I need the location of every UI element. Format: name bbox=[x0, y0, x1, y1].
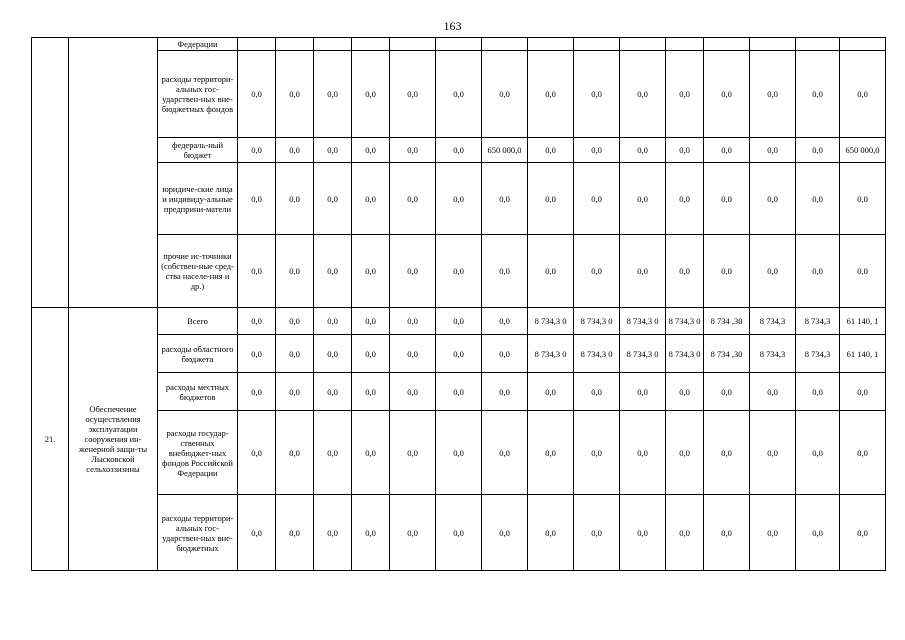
value-cell: 0,0 bbox=[238, 495, 276, 571]
source-label: юридиче-ские лица и индивиду-альные предприни-матели bbox=[158, 163, 238, 235]
value-cell: 0,0 bbox=[796, 235, 840, 308]
source-label: прочие ис-точники (собствен-ные сред-ства населе-ния и др.) bbox=[158, 235, 238, 308]
value-cell: 0,0 bbox=[750, 495, 796, 571]
value-cell: 8 734,3 0 bbox=[574, 308, 620, 335]
value-cell: 0,0 bbox=[482, 235, 528, 308]
value-cell: 8 734,3 0 bbox=[666, 335, 704, 373]
value-cell: 0,0 bbox=[238, 51, 276, 138]
value-cell: 0,0 bbox=[436, 235, 482, 308]
value-cell: 0,0 bbox=[352, 308, 390, 335]
value-cell: 0,0 bbox=[276, 235, 314, 308]
value-cell: 650 000,0 bbox=[482, 138, 528, 163]
value-cell: 0,0 bbox=[620, 138, 666, 163]
value-cell: 61 140, 1 bbox=[840, 335, 886, 373]
value-cell: 0,0 bbox=[276, 51, 314, 138]
value-cell: 0,0 bbox=[528, 373, 574, 411]
value-cell: 650 000,0 bbox=[840, 138, 886, 163]
value-cell: 0,0 bbox=[482, 373, 528, 411]
value-cell: 0,0 bbox=[482, 495, 528, 571]
value-cell: 0,0 bbox=[352, 163, 390, 235]
value-cell: 0,0 bbox=[750, 163, 796, 235]
value-cell: 0,0 bbox=[314, 163, 352, 235]
value-cell: 0,0 bbox=[574, 163, 620, 235]
value-cell: 0,0 bbox=[666, 373, 704, 411]
value-cell: 0,0 bbox=[528, 51, 574, 138]
table-row bbox=[32, 163, 886, 235]
table-row bbox=[32, 138, 886, 163]
value-cell: 0,0 bbox=[238, 335, 276, 373]
value-cell: 0,0 bbox=[666, 495, 704, 571]
value-cell: 8 734,3 0 bbox=[528, 308, 574, 335]
value-cell: 0,0 bbox=[704, 51, 750, 138]
value-cell: 0,0 bbox=[750, 411, 796, 495]
value-cell: 0,0 bbox=[666, 51, 704, 138]
source-label: расходы государ-ственных внебюджет-ных фондов Российской Федерации bbox=[158, 411, 238, 495]
value-cell: 8 734 ,30 bbox=[704, 308, 750, 335]
value-cell: 0,0 bbox=[796, 163, 840, 235]
value-cell: 0,0 bbox=[796, 51, 840, 138]
value-cell: 0,0 bbox=[620, 411, 666, 495]
value-cell: 8 734,3 0 bbox=[574, 335, 620, 373]
value-cell: 0,0 bbox=[314, 335, 352, 373]
table-row bbox=[32, 495, 886, 571]
value-cell: 0,0 bbox=[750, 51, 796, 138]
value-cell: 0,0 bbox=[666, 163, 704, 235]
section-top-body bbox=[32, 38, 886, 308]
source-label: расходы территори-альных гос-ударствен-ных вне-бюджетных фондов bbox=[158, 51, 238, 138]
empty-number-cell bbox=[32, 38, 69, 308]
source-label: расходы территори-альных гос-ударствен-ных вне-бюджетных bbox=[158, 495, 238, 571]
value-cell: 0,0 bbox=[352, 138, 390, 163]
value-cell: 8 734,3 bbox=[796, 335, 840, 373]
table-row bbox=[32, 38, 886, 51]
value-cell: 0,0 bbox=[238, 138, 276, 163]
row-number: 21. bbox=[32, 308, 69, 571]
value-cell: 0,0 bbox=[840, 163, 886, 235]
value-cell: 0,0 bbox=[840, 495, 886, 571]
value-cell: 0,0 bbox=[840, 411, 886, 495]
value-cell: 0,0 bbox=[704, 495, 750, 571]
value-cell: 0,0 bbox=[390, 411, 436, 495]
value-cell: 0,0 bbox=[796, 138, 840, 163]
value-cell: 0,0 bbox=[704, 235, 750, 308]
value-cell: 8 734,3 bbox=[750, 335, 796, 373]
value-cell: 0,0 bbox=[276, 138, 314, 163]
budget-table bbox=[31, 37, 886, 571]
value-cell: 0,0 bbox=[276, 335, 314, 373]
value-cell: 0,0 bbox=[704, 373, 750, 411]
value-cell: 0,0 bbox=[436, 373, 482, 411]
source-label: расходы местных бюджетов bbox=[158, 373, 238, 411]
value-cell: 0,0 bbox=[750, 235, 796, 308]
value-cell: 8 734 ,30 bbox=[704, 335, 750, 373]
value-cell: 0,0 bbox=[750, 373, 796, 411]
value-cell: 0,0 bbox=[276, 163, 314, 235]
value-cell: 0,0 bbox=[436, 308, 482, 335]
value-cell: 0,0 bbox=[840, 373, 886, 411]
value-cell: 0,0 bbox=[276, 495, 314, 571]
value-cell: 0,0 bbox=[528, 495, 574, 571]
value-cell: 0,0 bbox=[314, 138, 352, 163]
value-cell: 0,0 bbox=[574, 235, 620, 308]
table-row bbox=[32, 51, 886, 138]
value-cell: 0,0 bbox=[436, 163, 482, 235]
value-cell: 0,0 bbox=[796, 373, 840, 411]
value-cell: 0,0 bbox=[796, 495, 840, 571]
value-cell: 0,0 bbox=[620, 235, 666, 308]
value-cell: 0,0 bbox=[796, 411, 840, 495]
value-cell: 0,0 bbox=[436, 495, 482, 571]
table-row bbox=[32, 235, 886, 308]
value-cell: 8 734,3 bbox=[796, 308, 840, 335]
value-cell: 0,0 bbox=[620, 495, 666, 571]
value-cell: 0,0 bbox=[436, 138, 482, 163]
value-cell: 0,0 bbox=[352, 495, 390, 571]
value-cell: 0,0 bbox=[238, 163, 276, 235]
value-cell: 0,0 bbox=[238, 308, 276, 335]
value-cell: 0,0 bbox=[390, 138, 436, 163]
value-cell: 0,0 bbox=[840, 235, 886, 308]
table-row bbox=[32, 373, 886, 411]
activity-name: Обеспечение осуществления эксплуатации сооружения ин-женерной защи-ты Лысковской сельхоззизины bbox=[69, 308, 158, 571]
source-label: Федерации bbox=[158, 38, 238, 51]
value-cell: 0,0 bbox=[574, 373, 620, 411]
value-cell: 8 734,3 0 bbox=[528, 335, 574, 373]
value-cell: 0,0 bbox=[276, 308, 314, 335]
value-cell: 0,0 bbox=[436, 411, 482, 495]
value-cell: 0,0 bbox=[238, 235, 276, 308]
value-cell: 0,0 bbox=[750, 138, 796, 163]
value-cell: 0,0 bbox=[276, 373, 314, 411]
value-cell: 0,0 bbox=[528, 138, 574, 163]
value-cell: 8 734,3 0 bbox=[666, 308, 704, 335]
source-label: расходы областного бюджета bbox=[158, 335, 238, 373]
value-cell: 0,0 bbox=[482, 51, 528, 138]
value-cell: 0,0 bbox=[352, 235, 390, 308]
value-cell: 0,0 bbox=[352, 373, 390, 411]
source-label: Всего bbox=[158, 308, 238, 335]
value-cell: 0,0 bbox=[390, 163, 436, 235]
value-cell: 0,0 bbox=[482, 308, 528, 335]
value-cell: 0,0 bbox=[666, 411, 704, 495]
value-cell: 0,0 bbox=[482, 411, 528, 495]
value-cell: 0,0 bbox=[666, 138, 704, 163]
value-cell: 0,0 bbox=[390, 308, 436, 335]
value-cell: 0,0 bbox=[314, 411, 352, 495]
value-cell: 0,0 bbox=[314, 373, 352, 411]
value-cell: 0,0 bbox=[482, 163, 528, 235]
value-cell: 61 140, 1 bbox=[840, 308, 886, 335]
value-cell: 0,0 bbox=[314, 308, 352, 335]
value-cell: 0,0 bbox=[238, 411, 276, 495]
value-cell: 0,0 bbox=[666, 235, 704, 308]
value-cell: 0,0 bbox=[574, 495, 620, 571]
page-number: 163 bbox=[443, 19, 462, 33]
value-cell: 0,0 bbox=[528, 235, 574, 308]
value-cell: 0,0 bbox=[390, 495, 436, 571]
source-label: федераль-ный бюджет bbox=[158, 138, 238, 163]
value-cell: 8 734,3 0 bbox=[620, 335, 666, 373]
empty-name-cell bbox=[69, 38, 158, 308]
value-cell: 0,0 bbox=[276, 411, 314, 495]
value-cell: 0,0 bbox=[528, 163, 574, 235]
value-cell: 0,0 bbox=[238, 373, 276, 411]
value-cell: 0,0 bbox=[620, 163, 666, 235]
value-cell: 0,0 bbox=[352, 335, 390, 373]
value-cell: 0,0 bbox=[704, 138, 750, 163]
value-cell: 0,0 bbox=[352, 411, 390, 495]
value-cell: 8 734,3 0 bbox=[620, 308, 666, 335]
value-cell: 0,0 bbox=[352, 51, 390, 138]
value-cell: 0,0 bbox=[620, 51, 666, 138]
table-row bbox=[32, 308, 886, 335]
value-cell: 0,0 bbox=[574, 411, 620, 495]
value-cell: 0,0 bbox=[436, 335, 482, 373]
value-cell: 8 734,3 bbox=[750, 308, 796, 335]
value-cell: 0,0 bbox=[620, 373, 666, 411]
value-cell: 0,0 bbox=[314, 235, 352, 308]
value-cell: 0,0 bbox=[704, 163, 750, 235]
value-cell: 0,0 bbox=[390, 373, 436, 411]
value-cell: 0,0 bbox=[314, 495, 352, 571]
value-cell: 0,0 bbox=[436, 51, 482, 138]
value-cell: 0,0 bbox=[390, 235, 436, 308]
table-row bbox=[32, 411, 886, 495]
section-21-body bbox=[32, 308, 886, 571]
value-cell: 0,0 bbox=[574, 138, 620, 163]
value-cell: 0,0 bbox=[704, 411, 750, 495]
table-row bbox=[32, 335, 886, 373]
value-cell: 0,0 bbox=[390, 51, 436, 138]
value-cell: 0,0 bbox=[482, 335, 528, 373]
value-cell: 0,0 bbox=[528, 411, 574, 495]
value-cell: 0,0 bbox=[574, 51, 620, 138]
value-cell: 0,0 bbox=[840, 51, 886, 138]
value-cell: 0,0 bbox=[314, 51, 352, 138]
value-cell: 0,0 bbox=[390, 335, 436, 373]
